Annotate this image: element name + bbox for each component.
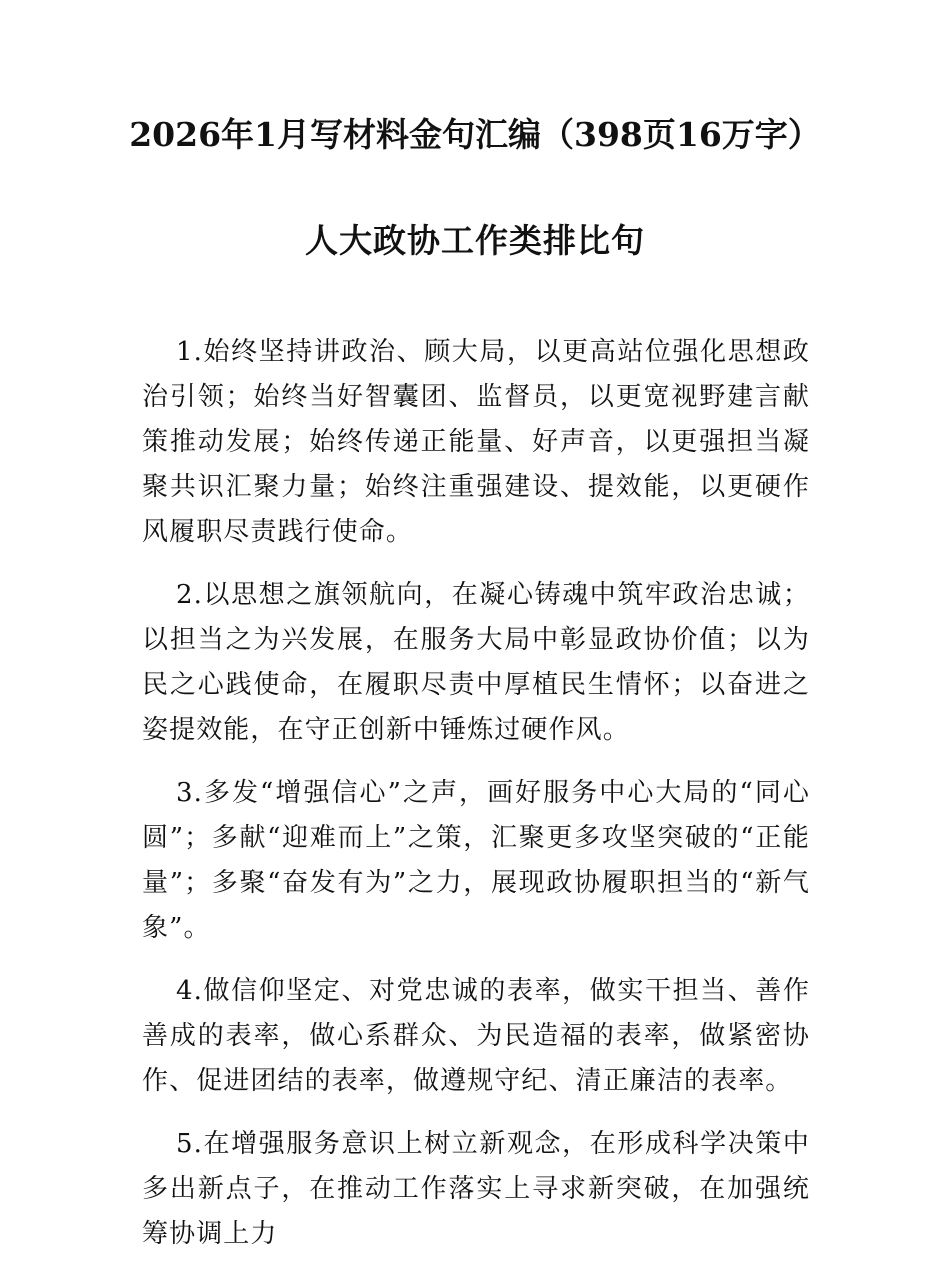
paragraph-3: 3.多发“增强信心”之声，画好服务中心大局的“同心圆”；多献“迎难而上”之策，汇聚更多攻坚突破的“正能量”；多聚“奋发有为”之力，展现政协履职担当的“新气象”。 xyxy=(142,778,810,943)
paragraph-1: 1.始终坚持讲政治、顾大局，以更高站位强化思想政治引领；始终当好智囊团、监督员，以更宽视野建言献策推动发展；始终传递正能量、好声音，以更强担当凝聚共识汇聚力量；始终注重强建设、提效能，以更硬作风履职尽责践行使命。 xyxy=(142,337,810,547)
paragraph-5: 5.在增强服务意识上树立新观念，在形成科学决策中多出新点子，在推动工作落实上寻求新突破，在加强统筹协调上力 xyxy=(142,1129,810,1249)
paragraph-2: 2.以思想之旗领航向，在凝心铸魂中筑牢政治忠诚；以担当之为兴发展，在服务大局中彰显政协价值；以为民之心践使命，在履职尽责中厚植民生情怀；以奋进之姿提效能，在守正创新中锤炼过硬作风。 xyxy=(142,580,810,745)
section-title: 人大政协工作类排比句 xyxy=(305,221,645,260)
document-title: 2026年1月写材料金句汇编（398页16万字） xyxy=(129,115,821,154)
paragraph-4: 4.做信仰坚定、对党忠诚的表率，做实干担当、善作善成的表率，做心系群众、为民造福的表率，做紧密协作、促进团结的表率，做遵规守纪、清正廉洁的表率。 xyxy=(142,976,810,1096)
document-body xyxy=(142,330,810,1275)
